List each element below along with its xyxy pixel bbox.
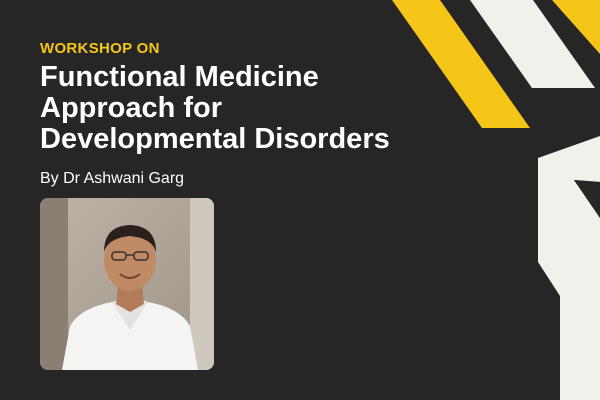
title-line-3: Developmental Disorders	[40, 123, 390, 155]
white-chevron	[538, 136, 600, 400]
speaker-byline: By Dr Ashwani Garg	[40, 170, 185, 187]
title-line-2: Approach for	[40, 92, 223, 124]
page-title	[40, 62, 460, 155]
speaker-photo	[40, 198, 214, 370]
workshop-label: WORKSHOP ON	[40, 40, 160, 57]
title-line-1: Functional Medicine	[40, 61, 319, 93]
